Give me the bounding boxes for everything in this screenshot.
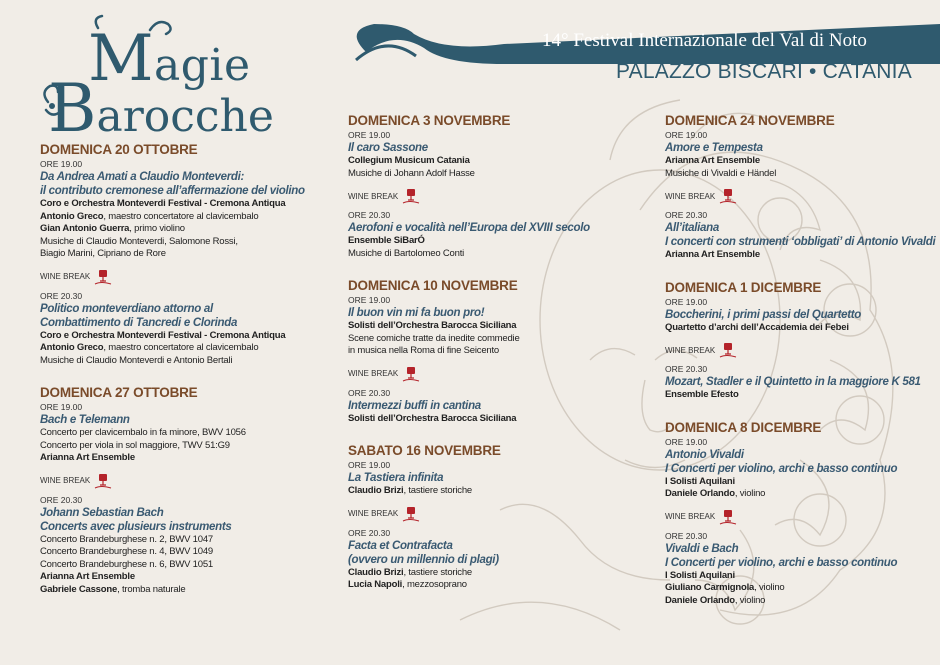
- wine-break-label: WINE BREAK: [348, 369, 399, 378]
- wine-break: [665, 188, 940, 204]
- program-note: Musiche di Bartolomeo Conti: [348, 247, 465, 259]
- day-heading: DOMENICA 3 NOVEMBRE: [348, 113, 511, 128]
- concert-title: La Tastiera infinita: [348, 472, 444, 484]
- wine-break: [348, 366, 638, 382]
- concert-entry: [348, 210, 638, 260]
- wine-glass-icon: [718, 188, 738, 204]
- concert-title: Bach e Telemann: [40, 414, 130, 426]
- performer: Giuliano Carmignola, violino: [665, 582, 785, 593]
- day-heading: SABATO 16 NOVEMBRE: [348, 443, 501, 458]
- performer: Coro e Orchestra Monteverdi Festival - Cremona Antiqua: [40, 329, 286, 341]
- concert-title: (ovvero un millennio di plagi): [348, 553, 499, 566]
- wine-glass-icon: [401, 188, 421, 204]
- program-note: Scene comiche tratte da inedite commedie: [348, 332, 520, 344]
- concert-title: Antonio Vivaldi: [665, 448, 744, 461]
- concert-time: ORE 20.30: [348, 387, 391, 398]
- concert-time: ORE 19.00: [348, 295, 391, 305]
- performer: Claudio Brizi, tastiere storiche: [348, 485, 473, 496]
- program-note: Biagio Marini, Cipriano de Rore: [40, 248, 166, 259]
- wine-break-label: WINE BREAK: [665, 345, 716, 355]
- concert-entry: [40, 159, 330, 261]
- program-note: in musica nella Roma di fine Seicento: [348, 345, 500, 356]
- concert-title: Johann Sebastian Bach: [40, 506, 164, 519]
- performer: I Solisti Aquilani: [665, 569, 735, 581]
- concert-entry: [40, 495, 330, 597]
- concert-title: Mozart, Stadler e il Quintetto in la maggiore K 581: [665, 376, 921, 388]
- concert-time: ORE 19.00: [40, 402, 83, 412]
- wine-glass-icon: [93, 473, 113, 489]
- wine-break-label: WINE BREAK: [665, 512, 716, 521]
- concert-day: [348, 113, 638, 260]
- concert-entry: [348, 388, 638, 426]
- concert-time: ORE 20.30: [348, 210, 391, 220]
- concert-entry: [40, 291, 330, 368]
- concert-entry: [348, 528, 638, 592]
- concert-title: Politico monteverdiano attorno al: [40, 302, 213, 315]
- program-note: Concerto Brandeburghese n. 6, BWV 1051: [40, 558, 214, 570]
- performer: Solisti dell’Orchestra Barocca Siciliana: [348, 320, 517, 331]
- wine-break-label: WINE BREAK: [40, 476, 91, 485]
- concert-title: I Concerti per violino, archi e basso continuo: [665, 462, 898, 475]
- festival-logo: [38, 14, 278, 147]
- day-heading: DOMENICA 24 NOVEMBRE: [665, 113, 835, 128]
- concert-title: il contributo cremonese all’affermazione del violino: [40, 185, 305, 197]
- performer: Solisti dell’Orchestra Barocca Siciliana: [348, 412, 517, 424]
- program-note: Musiche di Claudio Monteverdi e Antonio Bertali: [40, 354, 233, 366]
- program-note: Musiche di Claudio Monteverdi, Salomone Rossi,: [40, 235, 238, 247]
- concert-entry: [665, 297, 940, 335]
- wine-glass-icon: [93, 269, 113, 285]
- concert-day: [348, 278, 638, 425]
- venue-name: PALAZZO BISCARI • CATANIA: [616, 60, 912, 83]
- concert-title: Amore e Tempesta: [665, 142, 763, 154]
- program-note: Concerto Brandeburghese n. 4, BWV 1049: [40, 546, 214, 557]
- concert-time: ORE 19.00: [348, 130, 391, 140]
- wine-break: [40, 269, 330, 285]
- logo-word-magie: Magie: [88, 22, 251, 96]
- schedule-column-1: [40, 142, 330, 596]
- performer: Daniele Orlando, violino: [665, 488, 766, 499]
- concert-time: ORE 20.30: [40, 494, 83, 505]
- performer: Daniele Orlando, violino: [665, 594, 766, 606]
- program-note: Concerto Brandeburghese n. 2, BWV 1047: [40, 533, 214, 545]
- festival-title: 14° Festival Internazionale del Val di Noto: [542, 30, 867, 51]
- concert-title: Boccherini, i primi passi del Quartetto: [665, 308, 861, 321]
- concert-title: Intermezzi buffi in cantina: [348, 399, 481, 412]
- concert-title: Il caro Sassone: [348, 142, 428, 154]
- performer: Claudio Brizi, tastiere storiche: [348, 566, 473, 578]
- concert-title: Da Andrea Amati a Claudio Monteverdi:: [40, 171, 245, 183]
- concert-title: I Concerti per violino, archi e basso continuo: [665, 556, 898, 569]
- wine-break: [348, 506, 638, 522]
- concert-time: ORE 19.00: [348, 460, 391, 470]
- logo-word-barocche: Barocche: [48, 70, 274, 147]
- performer: Ensemble Efesto: [665, 389, 739, 400]
- performer: Collegium Musicum Catania: [348, 155, 470, 166]
- performer: I Solisti Aquilani: [665, 475, 735, 487]
- concert-day: [665, 280, 940, 402]
- program-note: Musiche di Johann Adolf Hasse: [348, 167, 475, 179]
- wine-break-label: WINE BREAK: [348, 191, 399, 201]
- concert-day: [348, 443, 638, 592]
- wine-break: [348, 188, 638, 204]
- wine-glass-icon: [718, 342, 738, 358]
- concert-title: I concerti con strumenti ‘obbligati’ di Antonio Vivaldi: [665, 236, 936, 248]
- concert-entry: [348, 130, 638, 180]
- day-heading: DOMENICA 10 NOVEMBRE: [348, 278, 518, 293]
- concert-time: ORE 20.30: [348, 527, 391, 538]
- concert-title: Combattimento di Tancredi e Clorinda: [40, 316, 238, 329]
- wine-glass-icon: [401, 366, 421, 382]
- concert-title: Concerts avec plusieurs instruments: [40, 520, 232, 533]
- performer: Quartetto d’archi dell’Accademia dei Febei: [665, 321, 849, 333]
- concert-day: [665, 420, 940, 608]
- concert-entry: [665, 130, 940, 180]
- concert-title: Il buon vin mi fa buon pro!: [348, 307, 485, 319]
- schedule-column-2: [348, 113, 638, 592]
- concert-entry: [665, 437, 940, 501]
- concert-time: ORE 20.30: [665, 364, 708, 374]
- concert-title: Aerofoni e vocalità nell’Europa del XVIII secolo: [348, 222, 590, 234]
- day-heading: DOMENICA 8 DICEMBRE: [665, 419, 822, 435]
- wine-break: [40, 473, 330, 489]
- concert-day: [665, 113, 940, 262]
- concert-entry: [348, 460, 638, 498]
- wine-glass-icon: [401, 506, 421, 522]
- performer: Ensemble SiBarÓ: [348, 235, 425, 246]
- performer: Gian Antonio Guerra, primo violino: [40, 223, 185, 234]
- wine-break-label: WINE BREAK: [665, 191, 716, 201]
- wine-break: [665, 342, 940, 358]
- performer: Antonio Greco, maestro concertatore al clavicembalo: [40, 342, 259, 353]
- concert-entry: [665, 210, 940, 262]
- schedule-column-3: [665, 113, 940, 607]
- performer: Arianna Art Ensemble: [40, 452, 135, 463]
- performer: Arianna Art Ensemble: [665, 155, 760, 166]
- day-heading: DOMENICA 1 DICEMBRE: [665, 279, 822, 295]
- performer: Antonio Greco, maestro concertatore al clavicembalo: [40, 210, 259, 222]
- performer: Coro e Orchestra Monteverdi Festival - Cremona Antiqua: [40, 198, 286, 209]
- concert-time: ORE 20.30: [40, 290, 83, 301]
- concert-entry: [40, 402, 330, 465]
- concert-day: [40, 385, 330, 596]
- concert-time: ORE 20.30: [665, 530, 708, 541]
- performer: Gabriele Cassone, tromba naturale: [40, 583, 186, 595]
- concert-entry: [348, 295, 638, 358]
- concert-time: ORE 19.00: [665, 296, 708, 307]
- concert-title: Facta et Contrafacta: [348, 539, 453, 552]
- wine-break: [665, 509, 940, 525]
- wine-glass-icon: [718, 509, 738, 525]
- concert-time: ORE 19.00: [665, 436, 708, 447]
- performer: Lucia Napoli, mezzosoprano: [348, 579, 467, 590]
- wine-break-label: WINE BREAK: [40, 272, 91, 281]
- day-heading: DOMENICA 20 OTTOBRE: [40, 142, 198, 157]
- concert-day: [40, 142, 330, 367]
- performer: Arianna Art Ensemble: [665, 249, 760, 260]
- concert-time: ORE 19.00: [665, 130, 708, 140]
- day-heading: DOMENICA 27 OTTOBRE: [40, 385, 198, 400]
- concert-time: ORE 20.30: [665, 210, 708, 220]
- program-note: Concerto per viola in sol maggiore, TWV 51:G9: [40, 439, 230, 451]
- concert-time: ORE 19.00: [40, 159, 83, 169]
- concert-title: All’italiana: [665, 222, 719, 234]
- concert-entry: [665, 531, 940, 608]
- program-note: Concerto per clavicembalo in fa minore, BWV 1056: [40, 427, 246, 438]
- program-note: Musiche di Vivaldi e Händel: [665, 167, 777, 179]
- performer: Arianna Art Ensemble: [40, 571, 135, 582]
- concert-title: Vivaldi e Bach: [665, 542, 739, 555]
- wine-break-label: WINE BREAK: [348, 509, 399, 518]
- concert-entry: [665, 364, 940, 402]
